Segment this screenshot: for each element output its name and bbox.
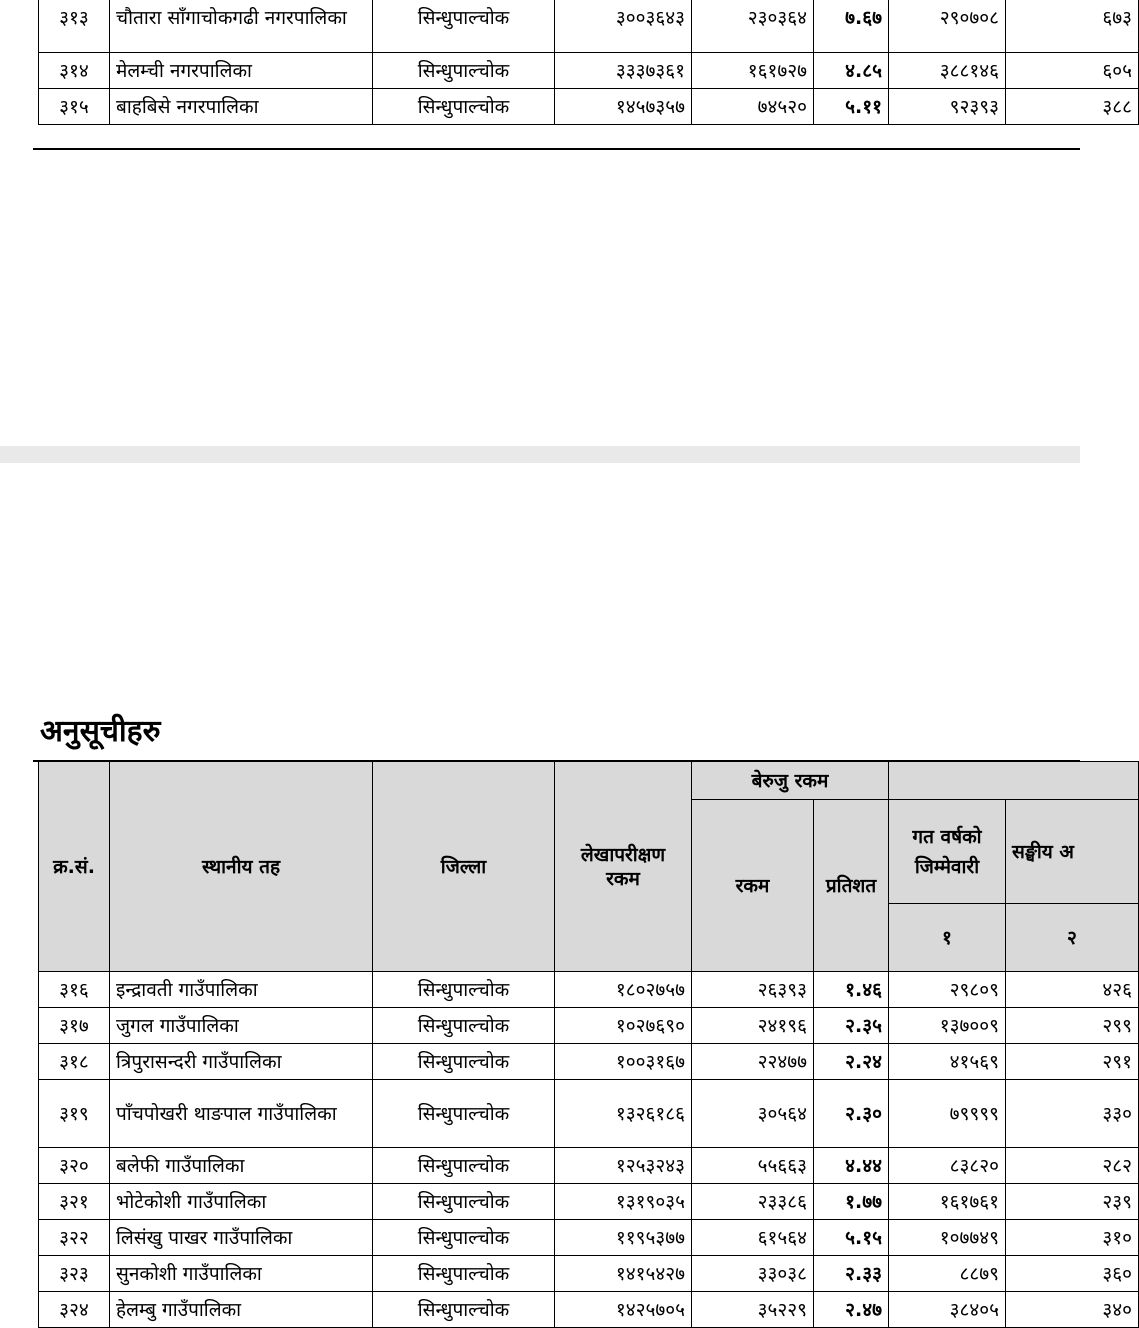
header-blank-group xyxy=(889,762,1139,800)
cell-percent: ५.११ xyxy=(814,89,889,125)
cell-prev-year: ३८८१४६ xyxy=(889,53,1006,89)
cell-amount: २४१९६ xyxy=(692,1008,814,1044)
page-heading: अनुसूचीहरु xyxy=(40,714,161,749)
cell-federal: ३६० xyxy=(1006,1256,1139,1292)
cell-amount: २६३९३ xyxy=(692,972,814,1008)
cell-percent: ५.१५ xyxy=(814,1220,889,1256)
cell-sn: ३१९ xyxy=(39,1080,110,1148)
cell-prev-year: ८३८२० xyxy=(889,1148,1006,1184)
cell-amount: ५५६६३ xyxy=(692,1148,814,1184)
cell-amount: २३०३६४ xyxy=(692,0,814,53)
header-prev-year: गत वर्षको जिम्मेवारी xyxy=(889,800,1006,904)
cell-district: सिन्धुपाल्चोक xyxy=(373,1148,555,1184)
table-row xyxy=(39,1080,1139,1148)
table-row xyxy=(39,1220,1139,1256)
table-row xyxy=(39,53,1139,89)
table-row xyxy=(39,1044,1139,1080)
cell-local-level: बलेफी गाउँपालिका xyxy=(110,1148,373,1184)
cell-district: सिन्धुपाल्चोक xyxy=(373,0,555,53)
cell-local-level: इन्द्रावती गाउँपालिका xyxy=(110,972,373,1008)
cell-prev-year: ७९९९९ xyxy=(889,1080,1006,1148)
cell-local-level: चौतारा साँगाचोकगढी नगरपालिका xyxy=(110,0,373,53)
cell-federal: ६७३ xyxy=(1006,0,1139,53)
cell-audit-amount: १०२७६९० xyxy=(555,1008,692,1044)
cell-percent: १.७७ xyxy=(814,1184,889,1220)
top-table xyxy=(38,0,1139,125)
cell-audit-amount: ११९५३७७ xyxy=(555,1220,692,1256)
page-gap xyxy=(0,446,1080,463)
cell-prev-year: ३८४०५ xyxy=(889,1292,1006,1328)
header-col-no-2: २ xyxy=(1006,904,1139,972)
cell-sn: ३२१ xyxy=(39,1184,110,1220)
cell-audit-amount: १८०२७५७ xyxy=(555,972,692,1008)
cell-sn: ३२२ xyxy=(39,1220,110,1256)
cell-sn: ३१४ xyxy=(39,53,110,89)
cell-district: सिन्धुपाल्चोक xyxy=(373,1220,555,1256)
header-col-no-1: १ xyxy=(889,904,1006,972)
cell-amount: ३०५६४ xyxy=(692,1080,814,1148)
cell-sn: ३२३ xyxy=(39,1256,110,1292)
cell-local-level: त्रिपुरासन्दरी गाउँपालिका xyxy=(110,1044,373,1080)
cell-federal: ६०५ xyxy=(1006,53,1139,89)
page-bottom xyxy=(0,463,1132,1323)
cell-percent: २.४७ xyxy=(814,1292,889,1328)
cell-percent: १.४६ xyxy=(814,972,889,1008)
cell-percent: २.३० xyxy=(814,1080,889,1148)
cell-sn: ३२४ xyxy=(39,1292,110,1328)
header-audit-amount: लेखापरीक्षण रकम xyxy=(555,762,692,972)
cell-district: सिन्धुपाल्चोक xyxy=(373,1008,555,1044)
cell-district: सिन्धुपाल्चोक xyxy=(373,1184,555,1220)
cell-prev-year: २९८०९ xyxy=(889,972,1006,1008)
cell-amount: ६१५६४ xyxy=(692,1220,814,1256)
cell-amount: ३५२२९ xyxy=(692,1292,814,1328)
cell-local-level: भोटेकोशी गाउँपालिका xyxy=(110,1184,373,1220)
cell-federal: ३४० xyxy=(1006,1292,1139,1328)
cell-federal: ३३० xyxy=(1006,1080,1139,1148)
table-row xyxy=(39,1256,1139,1292)
cell-federal: २९१ xyxy=(1006,1044,1139,1080)
cell-percent: २.२४ xyxy=(814,1044,889,1080)
table-row xyxy=(39,1184,1139,1220)
cell-prev-year: ९२३९३ xyxy=(889,89,1006,125)
header-percent: प्रतिशत xyxy=(814,800,889,972)
cell-sn: ३२० xyxy=(39,1148,110,1184)
table-row xyxy=(39,0,1139,53)
cell-local-level: पाँचपोखरी थाङपाल गाउँपालिका xyxy=(110,1080,373,1148)
cell-district: सिन्धुपाल्चोक xyxy=(373,1044,555,1080)
cell-district: सिन्धुपाल्चोक xyxy=(373,1256,555,1292)
header-sn: क्र.सं. xyxy=(39,762,110,972)
cell-amount: २२४७७ xyxy=(692,1044,814,1080)
table-row xyxy=(39,1008,1139,1044)
cell-sn: ३१३ xyxy=(39,0,110,53)
cell-prev-year: १०७७४९ xyxy=(889,1220,1006,1256)
cell-prev-year: २९०७०८ xyxy=(889,0,1006,53)
header-beruju-group: बेरुजु रकम xyxy=(692,762,889,800)
cell-percent: ४.४४ xyxy=(814,1148,889,1184)
cell-audit-amount: १४१५४२७ xyxy=(555,1256,692,1292)
header-district: जिल्ला xyxy=(373,762,555,972)
table-row xyxy=(39,1148,1139,1184)
cell-audit-amount: १३२६१८६ xyxy=(555,1080,692,1148)
cell-prev-year: १३७००९ xyxy=(889,1008,1006,1044)
cell-federal: २३९ xyxy=(1006,1184,1139,1220)
cell-sn: ३१८ xyxy=(39,1044,110,1080)
cell-audit-amount: ३००३६४३ xyxy=(555,0,692,53)
cell-sn: ३१७ xyxy=(39,1008,110,1044)
cell-percent: २.३३ xyxy=(814,1256,889,1292)
cell-federal: ४२६ xyxy=(1006,972,1139,1008)
cell-federal: २८२ xyxy=(1006,1148,1139,1184)
cell-district: सिन्धुपाल्चोक xyxy=(373,89,555,125)
cell-audit-amount: १२५३२४३ xyxy=(555,1148,692,1184)
table-row xyxy=(39,972,1139,1008)
cell-local-level: हेलम्बु गाउँपालिका xyxy=(110,1292,373,1328)
cell-amount: २३३८६ xyxy=(692,1184,814,1220)
cell-district: सिन्धुपाल्चोक xyxy=(373,1292,555,1328)
cell-local-level: लिसंखु पाखर गाउँपालिका xyxy=(110,1220,373,1256)
header-federal: सङ्घीय अ xyxy=(1006,800,1139,904)
cell-prev-year: १६१७६१ xyxy=(889,1184,1006,1220)
cell-amount: ७४५२० xyxy=(692,89,814,125)
header-amount: रकम xyxy=(692,800,814,972)
cell-audit-amount: १४२५७०५ xyxy=(555,1292,692,1328)
cell-district: सिन्धुपाल्चोक xyxy=(373,972,555,1008)
cell-local-level: जुगल गाउँपालिका xyxy=(110,1008,373,1044)
cell-percent: ४.८५ xyxy=(814,53,889,89)
cell-audit-amount: ३३३७३६१ xyxy=(555,53,692,89)
cell-prev-year: ८८७९ xyxy=(889,1256,1006,1292)
cell-district: सिन्धुपाल्चोक xyxy=(373,53,555,89)
cell-audit-amount: १००३१६७ xyxy=(555,1044,692,1080)
table-row xyxy=(39,1292,1139,1328)
cell-local-level: मेलम्ची नगरपालिका xyxy=(110,53,373,89)
cell-district: सिन्धुपाल्चोक xyxy=(373,1080,555,1148)
table-row xyxy=(39,89,1139,125)
cell-local-level: सुनकोशी गाउँपालिका xyxy=(110,1256,373,1292)
cell-sn: ३१६ xyxy=(39,972,110,1008)
cell-prev-year: ४१५६९ xyxy=(889,1044,1006,1080)
section-divider xyxy=(33,148,1080,150)
cell-percent: ७.६७ xyxy=(814,0,889,53)
header-local-level: स्थानीय तह xyxy=(110,762,373,972)
cell-federal: ३८८ xyxy=(1006,89,1139,125)
cell-amount: १६१७२७ xyxy=(692,53,814,89)
cell-local-level: बाहबिसे नगरपालिका xyxy=(110,89,373,125)
annex-table xyxy=(38,761,1139,1328)
cell-amount: ३३०३८ xyxy=(692,1256,814,1292)
cell-sn: ३१५ xyxy=(39,89,110,125)
cell-audit-amount: १३१९०३५ xyxy=(555,1184,692,1220)
cell-percent: २.३५ xyxy=(814,1008,889,1044)
cell-audit-amount: १४५७३५७ xyxy=(555,89,692,125)
cell-federal: ३१० xyxy=(1006,1220,1139,1256)
page-top xyxy=(0,0,1132,446)
cell-federal: २९९ xyxy=(1006,1008,1139,1044)
